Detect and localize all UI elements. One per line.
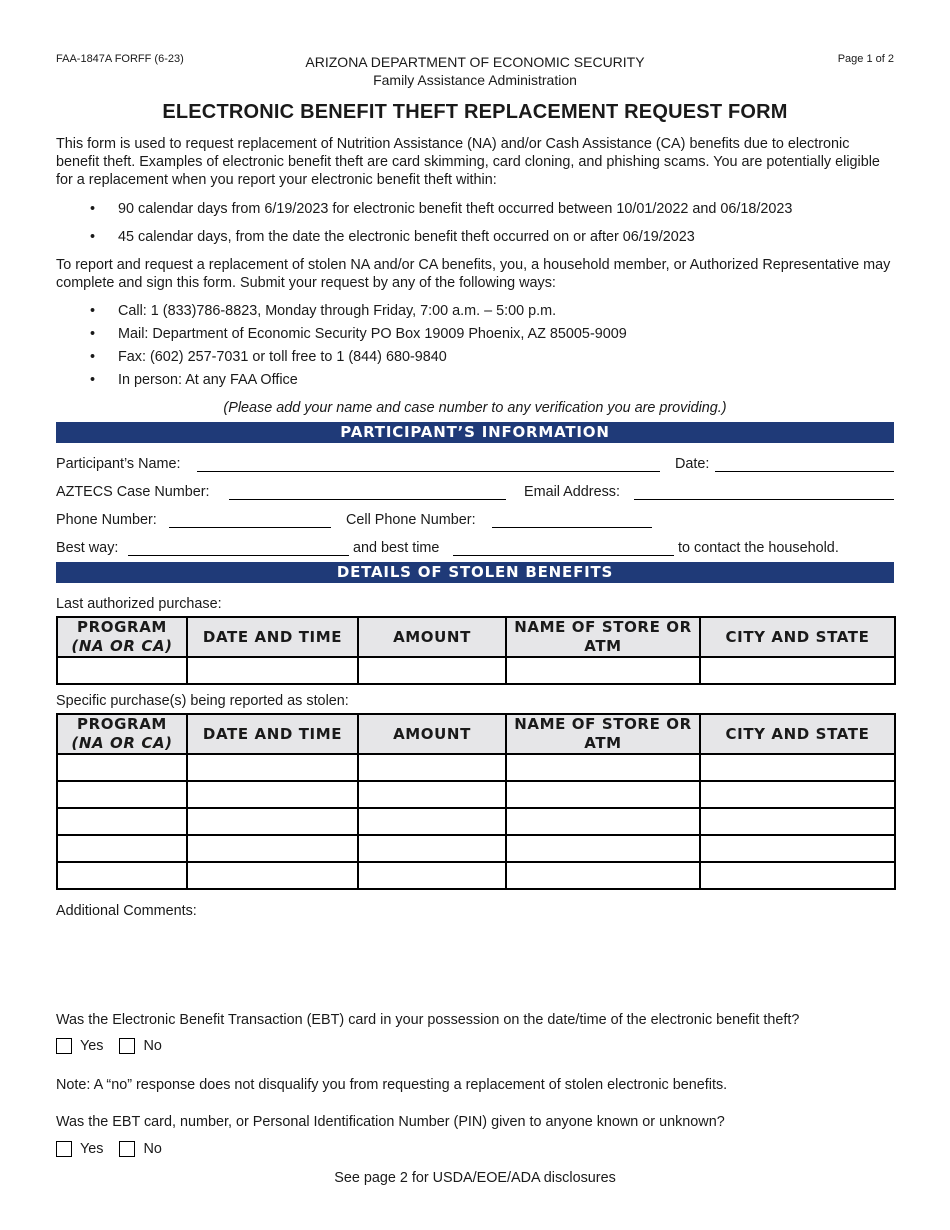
contact-household-text: to contact the household.: [678, 540, 839, 556]
form-title: ELECTRONIC BENEFIT THEFT REPLACEMENT REQUEST FORM: [162, 101, 788, 123]
question-card-possession: Was the Electronic Benefit Transaction (EBT) card in your possession on the date/time of the electronic benefit theft?: [56, 1012, 800, 1028]
table-row: [57, 835, 895, 862]
best-way-label: Best way:: [56, 540, 119, 556]
cell-city-state[interactable]: [700, 781, 895, 808]
checkbox-icon[interactable]: [56, 1141, 72, 1157]
cell-date-time[interactable]: [187, 657, 358, 684]
cell-amount[interactable]: [358, 808, 506, 835]
cell-amount[interactable]: [358, 657, 506, 684]
cell-amount[interactable]: [358, 835, 506, 862]
case-number-label: AZTECS Case Number:: [56, 484, 210, 500]
eligibility-item: • 45 calendar days, from the date the electronic benefit theft occurred on or after 06/19/2023: [90, 228, 890, 256]
checkbox-icon[interactable]: [119, 1141, 135, 1157]
email-label: Email Address:: [524, 484, 620, 500]
cell-date-time[interactable]: [187, 835, 358, 862]
cell-store[interactable]: [506, 835, 700, 862]
pin-shared-options: [56, 1141, 178, 1157]
submit-method-mail: • Mail: Department of Economic Security PO Box 19009 Phoenix, AZ 85005-9009: [90, 325, 890, 348]
cell-city-state[interactable]: [700, 808, 895, 835]
cell-amount[interactable]: [358, 862, 506, 889]
intro-paragraph: This form is used to request replacement of Nutrition Assistance (NA) and/or Cash Assistance (CA) benefits due to electronic benefit theft. Examples of electronic benefit theft are card skimming, card cloning, and phishing scams. You are potentially eligible for a replacement when you report your electronic benefit theft within:: [56, 136, 880, 188]
submit-method-in-person: • In person: At any FAA Office: [90, 371, 890, 394]
pin-shared-no[interactable]: [119, 1141, 161, 1157]
best-time-field[interactable]: [453, 555, 674, 556]
stolen-purchases-label: Specific purchase(s) being reported as stolen:: [56, 693, 349, 709]
col-amount: AMOUNT: [358, 714, 506, 754]
last-purchase-label: Last authorized purchase:: [56, 596, 222, 612]
yes-label: Yes: [80, 1038, 104, 1054]
cell-store[interactable]: [506, 781, 700, 808]
eligibility-item: • 90 calendar days from 6/19/2023 for electronic benefit theft occurred between 10/01/2022 and 06/18/2023: [90, 200, 890, 228]
stolen-benefits-banner: DETAILS OF STOLEN BENEFITS: [56, 562, 894, 583]
checkbox-icon[interactable]: [119, 1038, 135, 1054]
submit-paragraph: To report and request a replacement of stolen NA and/or CA benefits, you, a household member, or Authorized Representative may complete and sign this form. Submit your request by any of the following ways:: [56, 257, 891, 291]
cell-date-time[interactable]: [187, 862, 358, 889]
best-time-label: and best time: [353, 540, 440, 556]
card-possession-options: [56, 1038, 178, 1054]
form-id: FAA-1847A FORFF (6-23): [56, 53, 184, 65]
table-row: [57, 781, 895, 808]
col-program-sub: (NA OR CA): [71, 637, 173, 655]
no-label: No: [143, 1038, 162, 1054]
yes-label: Yes: [80, 1141, 104, 1157]
cell-program[interactable]: [57, 862, 187, 889]
col-program-label: PROGRAM: [77, 715, 167, 733]
table-row: [57, 657, 895, 684]
checkbox-icon[interactable]: [56, 1038, 72, 1054]
cell-amount[interactable]: [358, 754, 506, 781]
no-response-note: Note: A “no” response does not disqualify you from requesting a replacement of stolen electronic benefits.: [56, 1077, 728, 1093]
table-header-row: [57, 714, 895, 754]
cell-city-state[interactable]: [700, 835, 895, 862]
cell-store[interactable]: [506, 657, 700, 684]
agency-name: ARIZONA DEPARTMENT OF ECONOMIC SECURITY: [305, 54, 645, 70]
cell-city-state[interactable]: [700, 657, 895, 684]
email-field[interactable]: [634, 499, 894, 500]
cell-program[interactable]: [57, 657, 187, 684]
col-program-sub: (NA OR CA): [71, 734, 173, 752]
submit-method-fax: • Fax: (602) 257-7031 or toll free to 1 (844) 680-9840: [90, 348, 890, 371]
cell-date-time[interactable]: [187, 754, 358, 781]
case-number-field[interactable]: [229, 499, 506, 500]
participant-name-label: Participant’s Name:: [56, 456, 181, 472]
card-possession-no[interactable]: [119, 1038, 161, 1054]
cell-program[interactable]: [57, 835, 187, 862]
col-store: NAME OF STORE OR ATM: [506, 617, 700, 657]
pin-shared-yes[interactable]: [56, 1141, 103, 1157]
cell-program[interactable]: [57, 754, 187, 781]
table-row: [57, 754, 895, 781]
agency-header: [0, 53, 950, 89]
date-field[interactable]: [715, 471, 894, 472]
col-program-label: PROGRAM: [77, 618, 167, 636]
phone-field[interactable]: [169, 527, 331, 528]
question-pin-shared: Was the EBT card, number, or Personal Identification Number (PIN) given to anyone known or unknown?: [56, 1114, 725, 1130]
phone-label: Phone Number:: [56, 512, 157, 528]
best-way-field[interactable]: [128, 555, 349, 556]
cell-store[interactable]: [506, 808, 700, 835]
cell-program[interactable]: [57, 808, 187, 835]
cell-phone-field[interactable]: [492, 527, 652, 528]
cell-amount[interactable]: [358, 781, 506, 808]
submit-methods-list: [90, 302, 890, 394]
cell-city-state[interactable]: [700, 862, 895, 889]
cell-date-time[interactable]: [187, 781, 358, 808]
last-purchase-table: [56, 616, 896, 685]
eligibility-list: [90, 200, 890, 256]
col-program: [57, 617, 187, 657]
page-number: Page 1 of 2: [837, 53, 894, 65]
additional-comments-label: Additional Comments:: [56, 903, 197, 919]
cell-date-time[interactable]: [187, 808, 358, 835]
additional-comments-area[interactable]: [56, 922, 894, 1002]
col-store: NAME OF STORE OR ATM: [506, 714, 700, 754]
table-row: [57, 862, 895, 889]
cell-city-state[interactable]: [700, 754, 895, 781]
col-city-state: CITY AND STATE: [700, 617, 895, 657]
date-label: Date:: [675, 456, 710, 472]
disclosures-footer: See page 2 for USDA/EOE/ADA disclosures: [334, 1170, 616, 1186]
stolen-purchases-table: [56, 713, 896, 890]
submit-method-call: • Call: 1 (833)786-8823, Monday through Friday, 7:00 a.m. – 5:00 p.m.: [90, 302, 890, 325]
verification-note: (Please add your name and case number to any verification you are providing.): [223, 400, 727, 416]
col-date-time: DATE AND TIME: [187, 617, 358, 657]
no-label: No: [143, 1141, 162, 1157]
division-name: Family Assistance Administration: [373, 72, 577, 88]
cell-program[interactable]: [57, 781, 187, 808]
participant-info-banner: PARTICIPANT’S INFORMATION: [56, 422, 894, 443]
cell-store[interactable]: [506, 754, 700, 781]
cell-phone-label: Cell Phone Number:: [346, 512, 476, 528]
table-row: [57, 808, 895, 835]
col-program: [57, 714, 187, 754]
table-header-row: [57, 617, 895, 657]
cell-store[interactable]: [506, 862, 700, 889]
col-date-time: DATE AND TIME: [187, 714, 358, 754]
participant-name-field[interactable]: [197, 471, 660, 472]
col-city-state: CITY AND STATE: [700, 714, 895, 754]
col-amount: AMOUNT: [358, 617, 506, 657]
card-possession-yes[interactable]: [56, 1038, 103, 1054]
